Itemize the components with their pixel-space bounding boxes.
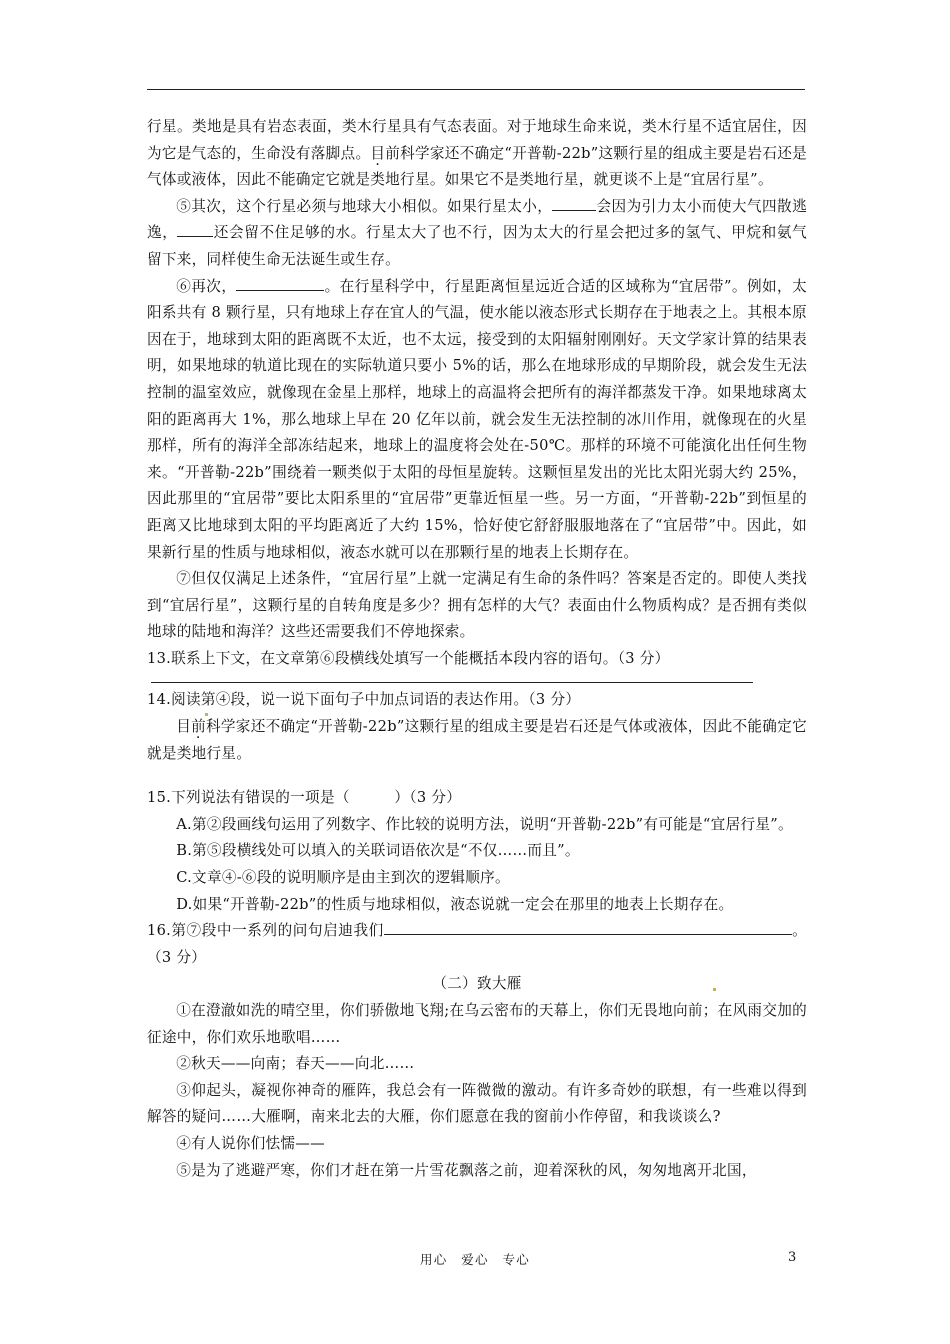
question-13: 13.联系上下文，在文章第⑥段横线处填写一个能概括本段内容的语句。（3 分） [147, 649, 670, 667]
emphasis-dot-word: 目 [370, 144, 386, 162]
paragraph-text: ⑥再次， [176, 277, 237, 295]
option-c: C.文章④-⑥段的说明顺序是由主到次的逻辑顺序。 [176, 869, 510, 887]
paragraph-text: 还会留不住足够的水。行星太大了也不行，因为太大的行星会把过多的氢气、甲烷和氨气留下来，同样使生命无法诞生或生存。 [147, 224, 807, 268]
paragraph-text: ⑤其次，这个行星必须与地球大小相似。如果行星太小， [176, 197, 553, 215]
section2-paragraph-2: ②秋天——向南；春天——向北…… [176, 1055, 415, 1073]
paragraph-7: ⑦但仅仅满足上述条件，“宜居行星”上就一定满足有生命的条件吗？答案是否定的。即使人类找到“宜居行星”，这颗行星的自转角度是多少？拥有怎样的大气？表面由什么物质构成？是否拥有类似地球的陆地和海洋？这些还需要我们不停地探索。 [147, 570, 807, 641]
fill-blank-summary[interactable] [236, 276, 324, 291]
question-text: 16.第⑦段中一系列的问句启迪我们 [147, 922, 384, 940]
emphasis-dot-word: 目 [176, 718, 192, 736]
paragraph-6 [147, 274, 807, 567]
question-15: 15.下列说法有错误的一项是（ ）（3 分） [147, 789, 462, 807]
option-a: A.第②段画线句运用了列数字、作比较的说明方法，说明“开普勒-22b”有可能是“宜居行星”。 [176, 815, 793, 833]
answer-line-16[interactable] [384, 920, 792, 935]
paragraph-text: 会因为引力太小而使大气四散逃逸， [147, 197, 807, 242]
question-14-quote [147, 714, 807, 767]
header-rule [147, 89, 805, 90]
section-title: （二）致大雁 [432, 975, 522, 993]
question-16 [147, 918, 807, 971]
speck-mark [205, 713, 208, 716]
page-content [147, 114, 807, 1184]
section2-paragraph-4: ④有人说你们怯懦—— [176, 1134, 326, 1152]
speck-mark [713, 988, 716, 991]
section2-paragraph-3: ③仰起头，凝视你神奇的雁阵，我总会有一阵微微的激动。有许多奇妙的联想，有一些难以得到解答的疑问……大雁啊，南来北去的大雁，你们愿意在我的窗前小作停留，和我谈谈么? [147, 1081, 807, 1126]
fill-blank-1[interactable] [552, 196, 596, 211]
section2-paragraph-1: ①在澄澈如洗的晴空里，你们骄傲地飞翔;在乌云密布的天幕上，你们无畏地向前；在风雨交加的征途中，你们欢乐地歌唱…… [147, 1002, 807, 1046]
page-footer [0, 1250, 950, 1270]
option-b: B.第⑤段横线处可以填入的关联词语依次是“不仅……而且”。 [176, 842, 580, 860]
paragraph-text: 前科学家还不确定“开普勒-22b”这颗行星的组成主要是岩石还是气体或液体，因此不能确定它就是类地行星。如果它不是类地行星，就更谈不上是“宜居行星”。 [147, 144, 807, 189]
option-d: D.如果“开普勒-22b”的性质与地球相似，液态说就一定会在那里的地表上长期存在。 [176, 895, 734, 913]
paragraph-5 [147, 194, 807, 274]
answer-line-13[interactable] [151, 672, 753, 683]
quote-text: 前科学家还不确定“开普勒-22b”这颗行星的组成主要是岩石还是气体或液体，因此不能确定它就是类地行星。 [147, 718, 807, 762]
spacer [147, 767, 807, 785]
fill-blank-2[interactable] [177, 222, 213, 237]
question-14: 14.阅读第④段，说一说下面句子中加点词语的表达作用。（3 分） [147, 691, 581, 709]
paragraph-text: 行星。类地是具有岩态表面，类木行星具有气态表面。对于地球生命来说，类木行星不适宜居住，因为它是气态的，生命没有落脚点。 [147, 118, 807, 162]
section2-paragraph-5: ⑤是为了逃避严寒，你们才赶在第一片雪花飘落之前，迎着深秋的风，匆匆地离开北国， [176, 1161, 757, 1179]
footer-motto: 用心 爱心 专心 [419, 1252, 530, 1267]
paragraph-4-end [147, 114, 807, 194]
question-text: 。（3 分） [147, 922, 807, 966]
page-number: 3 [788, 1250, 797, 1265]
paragraph-text: 。在行星科学中，行星距离恒星远近合适的区域称为“宜居带”。例如，太阳系共有 8 颗行星，只有地球上存在宜人的气温，使水能以液态形式长期存在于地表之上。其根本原因在于，地球到太阳的距离既不太近，也不太远，接受到的太阳辐射刚刚好。天文学家计算的结果表明，如果地球的轨道比现在的实际轨道只要小 5%的话，那么在地球形成的早期阶段，就会发生无法控制的温室效应，就像现在金星上那样，地球上的高温将会把所有的海洋都蒸发干净。如果地球离太阳的距离再大 1%，那么地球上早在 20 亿年以前，就会发生无法控制的冰川作用，就像现在的火星那样，所有的海洋全部冻结起来，地球上的温度将会处在-50℃。那样的环境不可能演化出任何生物来。“开普勒-22b”围绕着一颗类似于太阳的母恒星旋转。这颗恒星发出的光比太阳光弱大约 25%，因此那里的“宜居带”要比太阳系里的“宜居带”更靠近恒星一些。另一方面，“开普勒-22b”到恒星的距离又比地球到太阳的平均距离近了大约 15%，恰好使它舒舒服服地落在了“宜居带”中。因此，如果新行星的性质与地球相似，液态水就可以在那颗行星的地表上长期存在。 [147, 277, 808, 561]
